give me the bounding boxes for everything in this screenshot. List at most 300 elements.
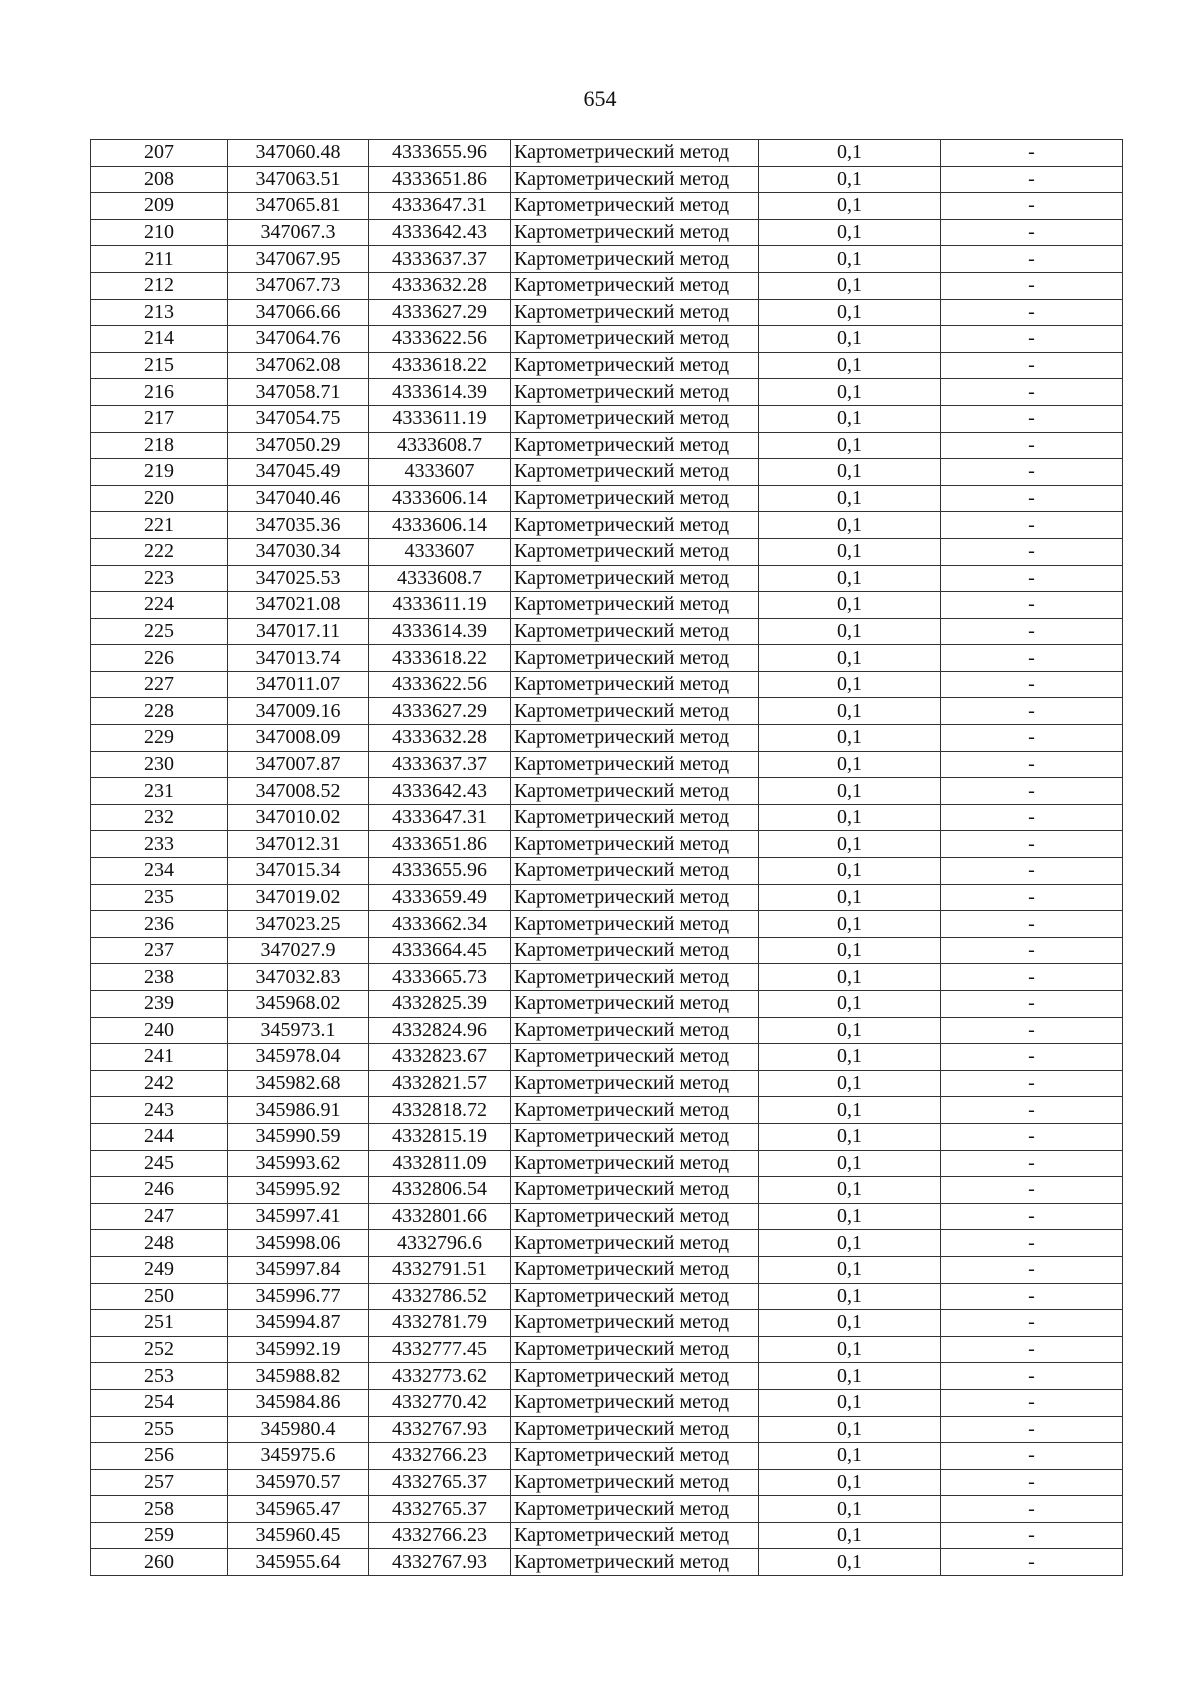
x-coordinate-cell: 347032.83	[228, 964, 369, 991]
page-number: 654	[583, 86, 617, 111]
note-cell: -	[941, 485, 1123, 512]
table-row	[91, 1443, 1123, 1470]
method-cell: Картометрический метод	[511, 1070, 759, 1097]
x-coordinate-cell: 347067.73	[228, 272, 369, 299]
accuracy-cell: 0,1	[759, 405, 941, 432]
y-coordinate-cell: 4333655.96	[369, 858, 511, 885]
table-row	[91, 751, 1123, 778]
y-coordinate-cell: 4333618.22	[369, 645, 511, 672]
accuracy-cell: 0,1	[759, 1363, 941, 1390]
method-cell: Картометрический метод	[511, 618, 759, 645]
note-cell: -	[941, 1389, 1123, 1416]
accuracy-cell: 0,1	[759, 379, 941, 406]
note-cell: -	[941, 592, 1123, 619]
method-cell: Картометрический метод	[511, 459, 759, 486]
method-cell: Картометрический метод	[511, 1336, 759, 1363]
accuracy-cell: 0,1	[759, 592, 941, 619]
table-row	[91, 1496, 1123, 1523]
note-cell: -	[941, 352, 1123, 379]
x-coordinate-cell: 347045.49	[228, 459, 369, 486]
table-row	[91, 1097, 1123, 1124]
table-row	[91, 352, 1123, 379]
note-cell: -	[941, 1496, 1123, 1523]
x-coordinate-cell: 345990.59	[228, 1123, 369, 1150]
point-number-cell: 220	[91, 485, 228, 512]
table-row	[91, 831, 1123, 858]
accuracy-cell: 0,1	[759, 193, 941, 220]
method-cell: Картометрический метод	[511, 1017, 759, 1044]
method-cell: Картометрический метод	[511, 1522, 759, 1549]
y-coordinate-cell: 4332796.6	[369, 1230, 511, 1257]
y-coordinate-cell: 4332766.23	[369, 1522, 511, 1549]
y-coordinate-cell: 4333651.86	[369, 166, 511, 193]
x-coordinate-cell: 347021.08	[228, 592, 369, 619]
note-cell: -	[941, 299, 1123, 326]
table-row	[91, 858, 1123, 885]
method-cell: Картометрический метод	[511, 1230, 759, 1257]
table-row	[91, 1469, 1123, 1496]
x-coordinate-cell: 347025.53	[228, 565, 369, 592]
table-row	[91, 459, 1123, 486]
method-cell: Картометрический метод	[511, 1549, 759, 1576]
note-cell: -	[941, 1443, 1123, 1470]
accuracy-cell: 0,1	[759, 565, 941, 592]
accuracy-cell: 0,1	[759, 166, 941, 193]
method-cell: Картометрический метод	[511, 645, 759, 672]
note-cell: -	[941, 991, 1123, 1018]
table-row	[91, 432, 1123, 459]
note-cell: -	[941, 804, 1123, 831]
accuracy-cell: 0,1	[759, 1017, 941, 1044]
x-coordinate-cell: 347054.75	[228, 405, 369, 432]
x-coordinate-cell: 345968.02	[228, 991, 369, 1018]
x-coordinate-cell: 345980.4	[228, 1416, 369, 1443]
accuracy-cell: 0,1	[759, 991, 941, 1018]
accuracy-cell: 0,1	[759, 778, 941, 805]
method-cell: Картометрический метод	[511, 991, 759, 1018]
accuracy-cell: 0,1	[759, 1203, 941, 1230]
y-coordinate-cell: 4333665.73	[369, 964, 511, 991]
accuracy-cell: 0,1	[759, 911, 941, 938]
method-cell: Картометрический метод	[511, 1496, 759, 1523]
accuracy-cell: 0,1	[759, 1256, 941, 1283]
point-number-cell: 244	[91, 1123, 228, 1150]
y-coordinate-cell: 4332823.67	[369, 1044, 511, 1071]
y-coordinate-cell: 4332815.19	[369, 1123, 511, 1150]
y-coordinate-cell: 4333642.43	[369, 778, 511, 805]
table-row	[91, 1230, 1123, 1257]
table-row	[91, 1044, 1123, 1071]
y-coordinate-cell: 4332825.39	[369, 991, 511, 1018]
table-row	[91, 166, 1123, 193]
note-cell: -	[941, 1336, 1123, 1363]
point-number-cell: 237	[91, 937, 228, 964]
x-coordinate-cell: 345992.19	[228, 1336, 369, 1363]
accuracy-cell: 0,1	[759, 512, 941, 539]
note-cell: -	[941, 193, 1123, 220]
y-coordinate-cell: 4332818.72	[369, 1097, 511, 1124]
table-row	[91, 1070, 1123, 1097]
point-number-cell: 217	[91, 405, 228, 432]
point-number-cell: 234	[91, 858, 228, 885]
y-coordinate-cell: 4333622.56	[369, 671, 511, 698]
point-number-cell: 216	[91, 379, 228, 406]
y-coordinate-cell: 4332777.45	[369, 1336, 511, 1363]
note-cell: -	[941, 1177, 1123, 1204]
note-cell: -	[941, 778, 1123, 805]
y-coordinate-cell: 4333632.28	[369, 725, 511, 752]
accuracy-cell: 0,1	[759, 1416, 941, 1443]
y-coordinate-cell: 4333637.37	[369, 246, 511, 273]
point-number-cell: 256	[91, 1443, 228, 1470]
point-number-cell: 222	[91, 538, 228, 565]
table-row	[91, 1549, 1123, 1576]
table-row	[91, 1363, 1123, 1390]
y-coordinate-cell: 4332786.52	[369, 1283, 511, 1310]
x-coordinate-cell: 347067.95	[228, 246, 369, 273]
table-row	[91, 1177, 1123, 1204]
x-coordinate-cell: 347008.09	[228, 725, 369, 752]
note-cell: -	[941, 831, 1123, 858]
point-number-cell: 249	[91, 1256, 228, 1283]
y-coordinate-cell: 4333607	[369, 459, 511, 486]
point-number-cell: 224	[91, 592, 228, 619]
x-coordinate-cell: 347065.81	[228, 193, 369, 220]
accuracy-cell: 0,1	[759, 1177, 941, 1204]
note-cell: -	[941, 459, 1123, 486]
x-coordinate-cell: 345988.82	[228, 1363, 369, 1390]
accuracy-cell: 0,1	[759, 299, 941, 326]
note-cell: -	[941, 1230, 1123, 1257]
method-cell: Картометрический метод	[511, 1443, 759, 1470]
point-number-cell: 229	[91, 725, 228, 752]
x-coordinate-cell: 347007.87	[228, 751, 369, 778]
y-coordinate-cell: 4332811.09	[369, 1150, 511, 1177]
x-coordinate-cell: 347050.29	[228, 432, 369, 459]
note-cell: -	[941, 964, 1123, 991]
note-cell: -	[941, 671, 1123, 698]
accuracy-cell: 0,1	[759, 459, 941, 486]
accuracy-cell: 0,1	[759, 858, 941, 885]
table-row	[91, 538, 1123, 565]
method-cell: Картометрический метод	[511, 299, 759, 326]
note-cell: -	[941, 432, 1123, 459]
y-coordinate-cell: 4332765.37	[369, 1496, 511, 1523]
accuracy-cell: 0,1	[759, 1549, 941, 1576]
method-cell: Картометрический метод	[511, 831, 759, 858]
y-coordinate-cell: 4333611.19	[369, 592, 511, 619]
table-row	[91, 1310, 1123, 1337]
y-coordinate-cell: 4333611.19	[369, 405, 511, 432]
note-cell: -	[941, 1150, 1123, 1177]
accuracy-cell: 0,1	[759, 1522, 941, 1549]
note-cell: -	[941, 538, 1123, 565]
point-number-cell: 212	[91, 272, 228, 299]
note-cell: -	[941, 1363, 1123, 1390]
accuracy-cell: 0,1	[759, 432, 941, 459]
method-cell: Картометрический метод	[511, 751, 759, 778]
x-coordinate-cell: 347008.52	[228, 778, 369, 805]
point-number-cell: 235	[91, 884, 228, 911]
method-cell: Картометрический метод	[511, 432, 759, 459]
method-cell: Картометрический метод	[511, 166, 759, 193]
table-row	[91, 379, 1123, 406]
table-row	[91, 565, 1123, 592]
point-number-cell: 226	[91, 645, 228, 672]
x-coordinate-cell: 347058.71	[228, 379, 369, 406]
point-number-cell: 221	[91, 512, 228, 539]
y-coordinate-cell: 4333606.14	[369, 485, 511, 512]
accuracy-cell: 0,1	[759, 698, 941, 725]
method-cell: Картометрический метод	[511, 485, 759, 512]
method-cell: Картометрический метод	[511, 937, 759, 964]
accuracy-cell: 0,1	[759, 272, 941, 299]
point-number-cell: 228	[91, 698, 228, 725]
point-number-cell: 242	[91, 1070, 228, 1097]
method-cell: Картометрический метод	[511, 671, 759, 698]
point-number-cell: 238	[91, 964, 228, 991]
point-number-cell: 225	[91, 618, 228, 645]
point-number-cell: 213	[91, 299, 228, 326]
accuracy-cell: 0,1	[759, 831, 941, 858]
point-number-cell: 255	[91, 1416, 228, 1443]
table-row	[91, 671, 1123, 698]
method-cell: Картометрический метод	[511, 1177, 759, 1204]
note-cell: -	[941, 1283, 1123, 1310]
point-number-cell: 214	[91, 326, 228, 353]
method-cell: Картометрический метод	[511, 964, 759, 991]
x-coordinate-cell: 345986.91	[228, 1097, 369, 1124]
method-cell: Картометрический метод	[511, 246, 759, 273]
note-cell: -	[941, 1310, 1123, 1337]
x-coordinate-cell: 347023.25	[228, 911, 369, 938]
note-cell: -	[941, 645, 1123, 672]
table-row	[91, 911, 1123, 938]
x-coordinate-cell: 347066.66	[228, 299, 369, 326]
table-row	[91, 991, 1123, 1018]
x-coordinate-cell: 345965.47	[228, 1496, 369, 1523]
x-coordinate-cell: 345998.06	[228, 1230, 369, 1257]
accuracy-cell: 0,1	[759, 804, 941, 831]
note-cell: -	[941, 272, 1123, 299]
accuracy-cell: 0,1	[759, 751, 941, 778]
note-cell: -	[941, 911, 1123, 938]
point-number-cell: 258	[91, 1496, 228, 1523]
y-coordinate-cell: 4332773.62	[369, 1363, 511, 1390]
y-coordinate-cell: 4332767.93	[369, 1549, 511, 1576]
point-number-cell: 248	[91, 1230, 228, 1257]
note-cell: -	[941, 751, 1123, 778]
x-coordinate-cell: 345997.84	[228, 1256, 369, 1283]
accuracy-cell: 0,1	[759, 219, 941, 246]
note-cell: -	[941, 379, 1123, 406]
x-coordinate-cell: 347011.07	[228, 671, 369, 698]
y-coordinate-cell: 4332806.54	[369, 1177, 511, 1204]
table-row	[91, 778, 1123, 805]
x-coordinate-cell: 345955.64	[228, 1549, 369, 1576]
x-coordinate-cell: 345997.41	[228, 1203, 369, 1230]
note-cell: -	[941, 725, 1123, 752]
table-row	[91, 299, 1123, 326]
table-row	[91, 645, 1123, 672]
point-number-cell: 247	[91, 1203, 228, 1230]
y-coordinate-cell: 4333647.31	[369, 804, 511, 831]
y-coordinate-cell: 4332791.51	[369, 1256, 511, 1283]
table-row	[91, 592, 1123, 619]
point-number-cell: 259	[91, 1522, 228, 1549]
method-cell: Картометрический метод	[511, 405, 759, 432]
accuracy-cell: 0,1	[759, 1123, 941, 1150]
note-cell: -	[941, 1256, 1123, 1283]
y-coordinate-cell: 4332824.96	[369, 1017, 511, 1044]
note-cell: -	[941, 618, 1123, 645]
method-cell: Картометрический метод	[511, 725, 759, 752]
x-coordinate-cell: 347030.34	[228, 538, 369, 565]
y-coordinate-cell: 4332770.42	[369, 1389, 511, 1416]
table-row	[91, 485, 1123, 512]
table-row	[91, 937, 1123, 964]
method-cell: Картометрический метод	[511, 1150, 759, 1177]
x-coordinate-cell: 347063.51	[228, 166, 369, 193]
accuracy-cell: 0,1	[759, 1044, 941, 1071]
x-coordinate-cell: 347019.02	[228, 884, 369, 911]
table-row	[91, 326, 1123, 353]
note-cell: -	[941, 166, 1123, 193]
x-coordinate-cell: 345994.87	[228, 1310, 369, 1337]
y-coordinate-cell: 4333618.22	[369, 352, 511, 379]
note-cell: -	[941, 1549, 1123, 1576]
accuracy-cell: 0,1	[759, 618, 941, 645]
method-cell: Картометрический метод	[511, 1123, 759, 1150]
x-coordinate-cell: 345982.68	[228, 1070, 369, 1097]
method-cell: Картометрический метод	[511, 272, 759, 299]
point-number-cell: 209	[91, 193, 228, 220]
y-coordinate-cell: 4333606.14	[369, 512, 511, 539]
method-cell: Картометрический метод	[511, 565, 759, 592]
x-coordinate-cell: 347012.31	[228, 831, 369, 858]
y-coordinate-cell: 4333655.96	[369, 140, 511, 167]
x-coordinate-cell: 347013.74	[228, 645, 369, 672]
point-number-cell: 232	[91, 804, 228, 831]
accuracy-cell: 0,1	[759, 538, 941, 565]
accuracy-cell: 0,1	[759, 1283, 941, 1310]
note-cell: -	[941, 858, 1123, 885]
table-row	[91, 1123, 1123, 1150]
point-number-cell: 246	[91, 1177, 228, 1204]
table-row	[91, 246, 1123, 273]
point-number-cell: 227	[91, 671, 228, 698]
x-coordinate-cell: 345970.57	[228, 1469, 369, 1496]
point-number-cell: 260	[91, 1549, 228, 1576]
y-coordinate-cell: 4333614.39	[369, 618, 511, 645]
point-number-cell: 210	[91, 219, 228, 246]
y-coordinate-cell: 4333632.28	[369, 272, 511, 299]
method-cell: Картометрический метод	[511, 858, 759, 885]
point-number-cell: 243	[91, 1097, 228, 1124]
point-number-cell: 215	[91, 352, 228, 379]
accuracy-cell: 0,1	[759, 140, 941, 167]
y-coordinate-cell: 4333662.34	[369, 911, 511, 938]
method-cell: Картометрический метод	[511, 1097, 759, 1124]
x-coordinate-cell: 347017.11	[228, 618, 369, 645]
point-number-cell: 245	[91, 1150, 228, 1177]
table-row	[91, 193, 1123, 220]
method-cell: Картометрический метод	[511, 352, 759, 379]
table-row	[91, 1017, 1123, 1044]
method-cell: Картометрический метод	[511, 1416, 759, 1443]
method-cell: Картометрический метод	[511, 1044, 759, 1071]
table-row	[91, 804, 1123, 831]
y-coordinate-cell: 4333647.31	[369, 193, 511, 220]
method-cell: Картометрический метод	[511, 778, 759, 805]
x-coordinate-cell: 347040.46	[228, 485, 369, 512]
y-coordinate-cell: 4333659.49	[369, 884, 511, 911]
point-number-cell: 236	[91, 911, 228, 938]
table-row	[91, 1389, 1123, 1416]
table-row	[91, 140, 1123, 167]
method-cell: Картометрический метод	[511, 1469, 759, 1496]
x-coordinate-cell: 347060.48	[228, 140, 369, 167]
x-coordinate-cell: 347064.76	[228, 326, 369, 353]
point-number-cell: 250	[91, 1283, 228, 1310]
point-number-cell: 240	[91, 1017, 228, 1044]
y-coordinate-cell: 4332766.23	[369, 1443, 511, 1470]
table-row	[91, 405, 1123, 432]
note-cell: -	[941, 1416, 1123, 1443]
y-coordinate-cell: 4332765.37	[369, 1469, 511, 1496]
point-number-cell: 211	[91, 246, 228, 273]
point-number-cell: 254	[91, 1389, 228, 1416]
x-coordinate-cell: 347027.9	[228, 937, 369, 964]
x-coordinate-cell: 345993.62	[228, 1150, 369, 1177]
method-cell: Картометрический метод	[511, 884, 759, 911]
note-cell: -	[941, 405, 1123, 432]
point-number-cell: 223	[91, 565, 228, 592]
x-coordinate-cell: 345960.45	[228, 1522, 369, 1549]
table-row	[91, 725, 1123, 752]
note-cell: -	[941, 1469, 1123, 1496]
x-coordinate-cell: 347062.08	[228, 352, 369, 379]
method-cell: Картометрический метод	[511, 1256, 759, 1283]
note-cell: -	[941, 1522, 1123, 1549]
accuracy-cell: 0,1	[759, 1389, 941, 1416]
note-cell: -	[941, 937, 1123, 964]
accuracy-cell: 0,1	[759, 1070, 941, 1097]
note-cell: -	[941, 1044, 1123, 1071]
y-coordinate-cell: 4332767.93	[369, 1416, 511, 1443]
x-coordinate-cell: 345978.04	[228, 1044, 369, 1071]
point-number-cell: 257	[91, 1469, 228, 1496]
method-cell: Картометрический метод	[511, 538, 759, 565]
note-cell: -	[941, 246, 1123, 273]
accuracy-cell: 0,1	[759, 1097, 941, 1124]
table-row	[91, 964, 1123, 991]
method-cell: Картометрический метод	[511, 140, 759, 167]
point-number-cell: 233	[91, 831, 228, 858]
method-cell: Картометрический метод	[511, 219, 759, 246]
coordinates-table	[90, 139, 1123, 1576]
x-coordinate-cell: 347010.02	[228, 804, 369, 831]
x-coordinate-cell: 347015.34	[228, 858, 369, 885]
accuracy-cell: 0,1	[759, 1310, 941, 1337]
table-row	[91, 1416, 1123, 1443]
accuracy-cell: 0,1	[759, 645, 941, 672]
accuracy-cell: 0,1	[759, 246, 941, 273]
method-cell: Картометрический метод	[511, 379, 759, 406]
note-cell: -	[941, 884, 1123, 911]
point-number-cell: 239	[91, 991, 228, 1018]
table-row	[91, 512, 1123, 539]
